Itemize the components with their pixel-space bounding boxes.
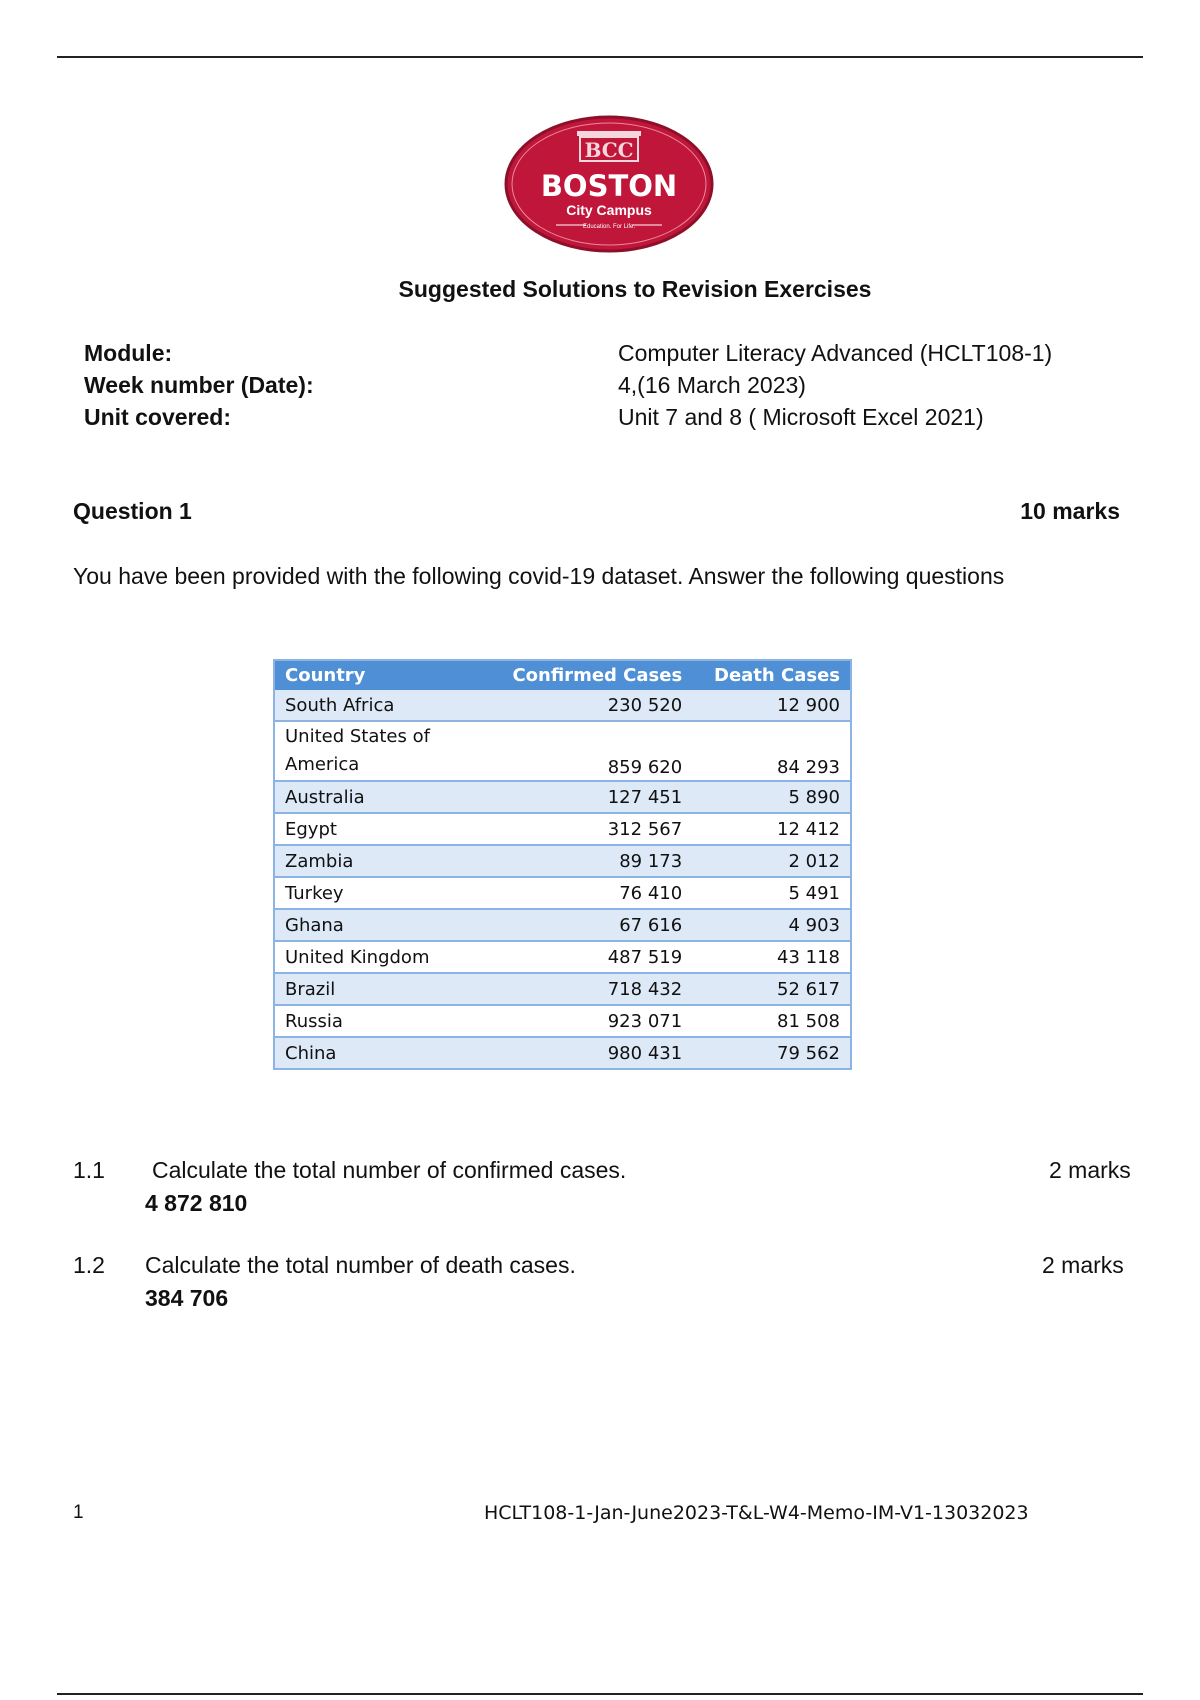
confirmed-cell: 67 616 bbox=[502, 909, 693, 941]
country-cell: Egypt bbox=[274, 813, 502, 845]
table-row bbox=[274, 941, 851, 973]
deaths-cell: 79 562 bbox=[692, 1037, 851, 1069]
boston-city-campus-logo bbox=[504, 115, 714, 253]
document-title: Suggested Solutions to Revision Exercises bbox=[398, 276, 872, 302]
country-cell: Ghana bbox=[274, 909, 502, 941]
bottom-rule bbox=[57, 1693, 1143, 1695]
subquestion-text: Calculate the total number of confirmed cases. bbox=[152, 1157, 627, 1183]
logo-initials: BCC bbox=[584, 138, 634, 162]
deaths-cell: 81 508 bbox=[692, 1005, 851, 1037]
unit-label: Unit covered: bbox=[84, 404, 231, 430]
confirmed-cell: 312 567 bbox=[502, 813, 693, 845]
header-country: Country bbox=[274, 660, 502, 690]
question-marks: 10 marks bbox=[1020, 498, 1120, 524]
confirmed-cell: 230 520 bbox=[502, 690, 693, 721]
table-row bbox=[274, 1037, 851, 1069]
covid-dataset-table bbox=[273, 659, 852, 1070]
country-cell: Russia bbox=[274, 1005, 502, 1037]
table-row bbox=[274, 690, 851, 721]
question-title: Question 1 bbox=[73, 498, 192, 524]
deaths-cell: 52 617 bbox=[692, 973, 851, 1005]
question-intro: You have been provided with the following covid-19 dataset. Answer the following questions bbox=[73, 563, 1005, 589]
table-row bbox=[274, 909, 851, 941]
table-row bbox=[274, 845, 851, 877]
country-cell: United States of America bbox=[274, 721, 502, 781]
table-row bbox=[274, 1005, 851, 1037]
week-label: Week number (Date): bbox=[84, 372, 314, 398]
logo-subtitle: City Campus bbox=[566, 202, 652, 218]
module-label: Module: bbox=[84, 340, 173, 366]
unit-value: Unit 7 and 8 ( Microsoft Excel 2021) bbox=[618, 404, 984, 430]
logo-tagline: Education. For Life. bbox=[582, 224, 636, 230]
confirmed-cell: 980 431 bbox=[502, 1037, 693, 1069]
confirmed-cell: 718 432 bbox=[502, 973, 693, 1005]
country-cell: Zambia bbox=[274, 845, 502, 877]
country-cell: Turkey bbox=[274, 877, 502, 909]
footer-document-code: HCLT108-1-Jan-June2023-T&L-W4-Memo-IM-V1-13032023 bbox=[484, 1502, 1029, 1524]
footer-page-number: 1 bbox=[73, 1502, 84, 1523]
confirmed-cell: 76 410 bbox=[502, 877, 693, 909]
deaths-cell: 12 900 bbox=[692, 690, 851, 721]
country-cell: South Africa bbox=[274, 690, 502, 721]
logo-name: BOSTON bbox=[540, 169, 678, 203]
deaths-cell: 12 412 bbox=[692, 813, 851, 845]
table-header-row bbox=[274, 660, 851, 690]
deaths-cell: 5 491 bbox=[692, 877, 851, 909]
deaths-cell: 5 890 bbox=[692, 781, 851, 813]
header-confirmed-cases: Confirmed Cases bbox=[502, 660, 693, 690]
subquestion-text: Calculate the total number of death cases. bbox=[145, 1252, 576, 1278]
confirmed-cell: 487 519 bbox=[502, 941, 693, 973]
confirmed-cell: 923 071 bbox=[502, 1005, 693, 1037]
country-cell: Brazil bbox=[274, 973, 502, 1005]
subquestion-answer: 384 706 bbox=[145, 1285, 229, 1311]
subquestion-number: 1.2 bbox=[73, 1252, 105, 1278]
country-cell: United Kingdom bbox=[274, 941, 502, 973]
country-cell: Australia bbox=[274, 781, 502, 813]
confirmed-cell: 127 451 bbox=[502, 781, 693, 813]
confirmed-cell: 89 173 bbox=[502, 845, 693, 877]
subquestion-answer: 4 872 810 bbox=[145, 1190, 248, 1216]
deaths-cell: 43 118 bbox=[692, 941, 851, 973]
table-row bbox=[274, 781, 851, 813]
table-row bbox=[274, 973, 851, 1005]
subquestion-marks: 2 marks bbox=[1042, 1252, 1124, 1278]
subquestion-marks: 2 marks bbox=[1049, 1157, 1131, 1183]
deaths-cell: 84 293 bbox=[692, 721, 851, 781]
subquestion-number: 1.1 bbox=[73, 1157, 105, 1183]
table-row bbox=[274, 813, 851, 845]
deaths-cell: 2 012 bbox=[692, 845, 851, 877]
table-row bbox=[274, 877, 851, 909]
header-death-cases: Death Cases bbox=[692, 660, 851, 690]
module-value: Computer Literacy Advanced (HCLT108-1) bbox=[618, 340, 1053, 366]
country-cell: China bbox=[274, 1037, 502, 1069]
deaths-cell: 4 903 bbox=[692, 909, 851, 941]
confirmed-cell: 859 620 bbox=[502, 721, 693, 781]
top-rule bbox=[57, 56, 1143, 58]
table-row bbox=[274, 721, 851, 781]
week-value: 4,(16 March 2023) bbox=[618, 372, 806, 398]
